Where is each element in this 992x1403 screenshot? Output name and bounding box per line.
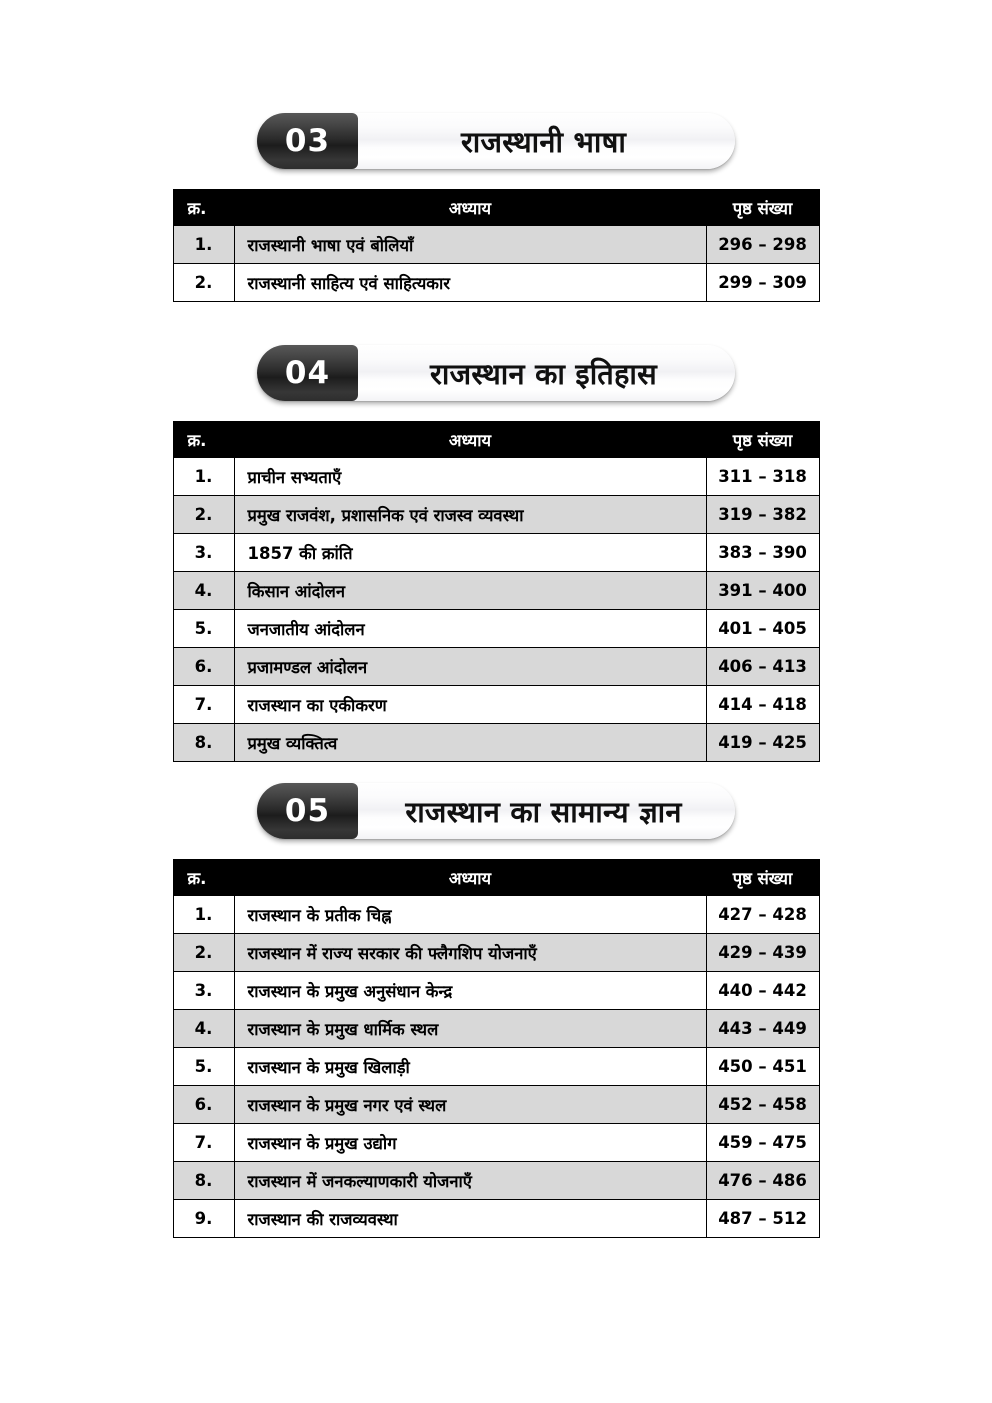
cell-chapter: राजस्थान के प्रमुख उद्योग — [234, 1124, 706, 1162]
cell-chapter: प्रमुख व्यक्तित्व — [234, 724, 706, 762]
column-header-sr: क्र. — [173, 860, 234, 896]
cell-chapter: प्रजामण्डल आंदोलन — [234, 648, 706, 686]
cell-pages: 296 – 298 — [706, 226, 819, 264]
toc-table — [173, 421, 820, 762]
cell-chapter: राजस्थान की राजव्यवस्था — [234, 1200, 706, 1238]
cell-chapter: राजस्थानी भाषा एवं बोलियाँ — [234, 226, 706, 264]
table-row — [173, 896, 819, 934]
cell-chapter: राजस्थान का एकीकरण — [234, 686, 706, 724]
section-title: राजस्थानी भाषा — [460, 124, 627, 159]
cell-chapter: 1857 की क्रांति — [234, 534, 706, 572]
cell-pages: 443 – 449 — [706, 1010, 819, 1048]
cell-chapter: राजस्थान के प्रमुख खिलाड़ी — [234, 1048, 706, 1086]
table-row — [173, 1086, 819, 1124]
toc-section — [0, 345, 992, 762]
cell-pages: 440 – 442 — [706, 972, 819, 1010]
section-banner-wrap — [0, 113, 992, 169]
cell-sr: 3. — [173, 534, 234, 572]
cell-pages: 452 – 458 — [706, 1086, 819, 1124]
cell-sr: 3. — [173, 972, 234, 1010]
table-header-row — [173, 190, 819, 226]
cell-sr: 2. — [173, 934, 234, 972]
cell-pages: 299 – 309 — [706, 264, 819, 302]
table-row — [173, 610, 819, 648]
table-row — [173, 1200, 819, 1238]
section-banner — [257, 113, 735, 169]
column-header-pages: पृष्ठ संख्या — [706, 190, 819, 226]
section-number-badge: 04 — [257, 345, 358, 401]
cell-sr: 1. — [173, 458, 234, 496]
cell-pages: 427 – 428 — [706, 896, 819, 934]
cell-sr: 8. — [173, 724, 234, 762]
toc-table — [173, 859, 820, 1238]
column-header-chapter: अध्याय — [234, 860, 706, 896]
section-number-badge: 05 — [257, 783, 358, 839]
cell-sr: 5. — [173, 610, 234, 648]
section-number-badge: 03 — [257, 113, 358, 169]
table-row — [173, 458, 819, 496]
cell-chapter: राजस्थान के प्रमुख नगर एवं स्थल — [234, 1086, 706, 1124]
table-row — [173, 1124, 819, 1162]
section-title: राजस्थान का इतिहास — [430, 356, 657, 391]
cell-pages: 383 – 390 — [706, 534, 819, 572]
table-row — [173, 724, 819, 762]
section-banner-wrap — [0, 345, 992, 401]
section-banner — [257, 783, 735, 839]
column-header-sr: क्र. — [173, 422, 234, 458]
cell-pages: 414 – 418 — [706, 686, 819, 724]
cell-sr: 7. — [173, 686, 234, 724]
table-row — [173, 496, 819, 534]
cell-chapter: प्राचीन सभ्यताएँ — [234, 458, 706, 496]
cell-chapter: राजस्थान के प्रतीक चिह्न — [234, 896, 706, 934]
cell-sr: 6. — [173, 648, 234, 686]
cell-sr: 7. — [173, 1124, 234, 1162]
cell-sr: 9. — [173, 1200, 234, 1238]
table-row — [173, 264, 819, 302]
column-header-chapter: अध्याय — [234, 190, 706, 226]
cell-pages: 459 – 475 — [706, 1124, 819, 1162]
cell-chapter: राजस्थानी साहित्य एवं साहित्यकार — [234, 264, 706, 302]
cell-sr: 4. — [173, 1010, 234, 1048]
table-row — [173, 686, 819, 724]
column-header-chapter: अध्याय — [234, 422, 706, 458]
section-banner-wrap — [0, 783, 992, 839]
cell-chapter: प्रमुख राजवंश, प्रशासनिक एवं राजस्व व्यवस्था — [234, 496, 706, 534]
table-header-row — [173, 860, 819, 896]
cell-sr: 1. — [173, 226, 234, 264]
cell-chapter: किसान आंदोलन — [234, 572, 706, 610]
column-header-pages: पृष्ठ संख्या — [706, 860, 819, 896]
table-row — [173, 972, 819, 1010]
table-row — [173, 572, 819, 610]
spacer — [0, 401, 992, 421]
toc-table — [173, 189, 820, 302]
toc-section — [0, 783, 992, 1238]
cell-sr: 2. — [173, 496, 234, 534]
cell-sr: 2. — [173, 264, 234, 302]
table-row — [173, 648, 819, 686]
cell-sr: 4. — [173, 572, 234, 610]
cell-pages: 450 – 451 — [706, 1048, 819, 1086]
toc-section — [0, 113, 992, 302]
cell-pages: 319 – 382 — [706, 496, 819, 534]
table-row — [173, 1010, 819, 1048]
table-row — [173, 534, 819, 572]
cell-sr: 5. — [173, 1048, 234, 1086]
column-header-sr: क्र. — [173, 190, 234, 226]
cell-chapter: राजस्थान में राज्य सरकार की फ्लैगशिप योजनाएँ — [234, 934, 706, 972]
cell-pages: 401 – 405 — [706, 610, 819, 648]
spacer — [0, 169, 992, 189]
cell-pages: 391 – 400 — [706, 572, 819, 610]
cell-pages: 406 – 413 — [706, 648, 819, 686]
cell-sr: 8. — [173, 1162, 234, 1200]
table-row — [173, 1162, 819, 1200]
cell-pages: 311 – 318 — [706, 458, 819, 496]
cell-chapter: राजस्थान में जनकल्याणकारी योजनाएँ — [234, 1162, 706, 1200]
cell-sr: 1. — [173, 896, 234, 934]
section-title: राजस्थान का सामान्य ज्ञान — [405, 794, 682, 829]
spacer — [0, 839, 992, 859]
table-header-row — [173, 422, 819, 458]
cell-pages: 419 – 425 — [706, 724, 819, 762]
cell-chapter: राजस्थान के प्रमुख अनुसंधान केन्द्र — [234, 972, 706, 1010]
table-row — [173, 1048, 819, 1086]
section-banner — [257, 345, 735, 401]
cell-sr: 6. — [173, 1086, 234, 1124]
cell-pages: 476 – 486 — [706, 1162, 819, 1200]
table-row — [173, 226, 819, 264]
table-row — [173, 934, 819, 972]
cell-pages: 487 – 512 — [706, 1200, 819, 1238]
cell-pages: 429 – 439 — [706, 934, 819, 972]
column-header-pages: पृष्ठ संख्या — [706, 422, 819, 458]
cell-chapter: जनजातीय आंदोलन — [234, 610, 706, 648]
cell-chapter: राजस्थान के प्रमुख धार्मिक स्थल — [234, 1010, 706, 1048]
